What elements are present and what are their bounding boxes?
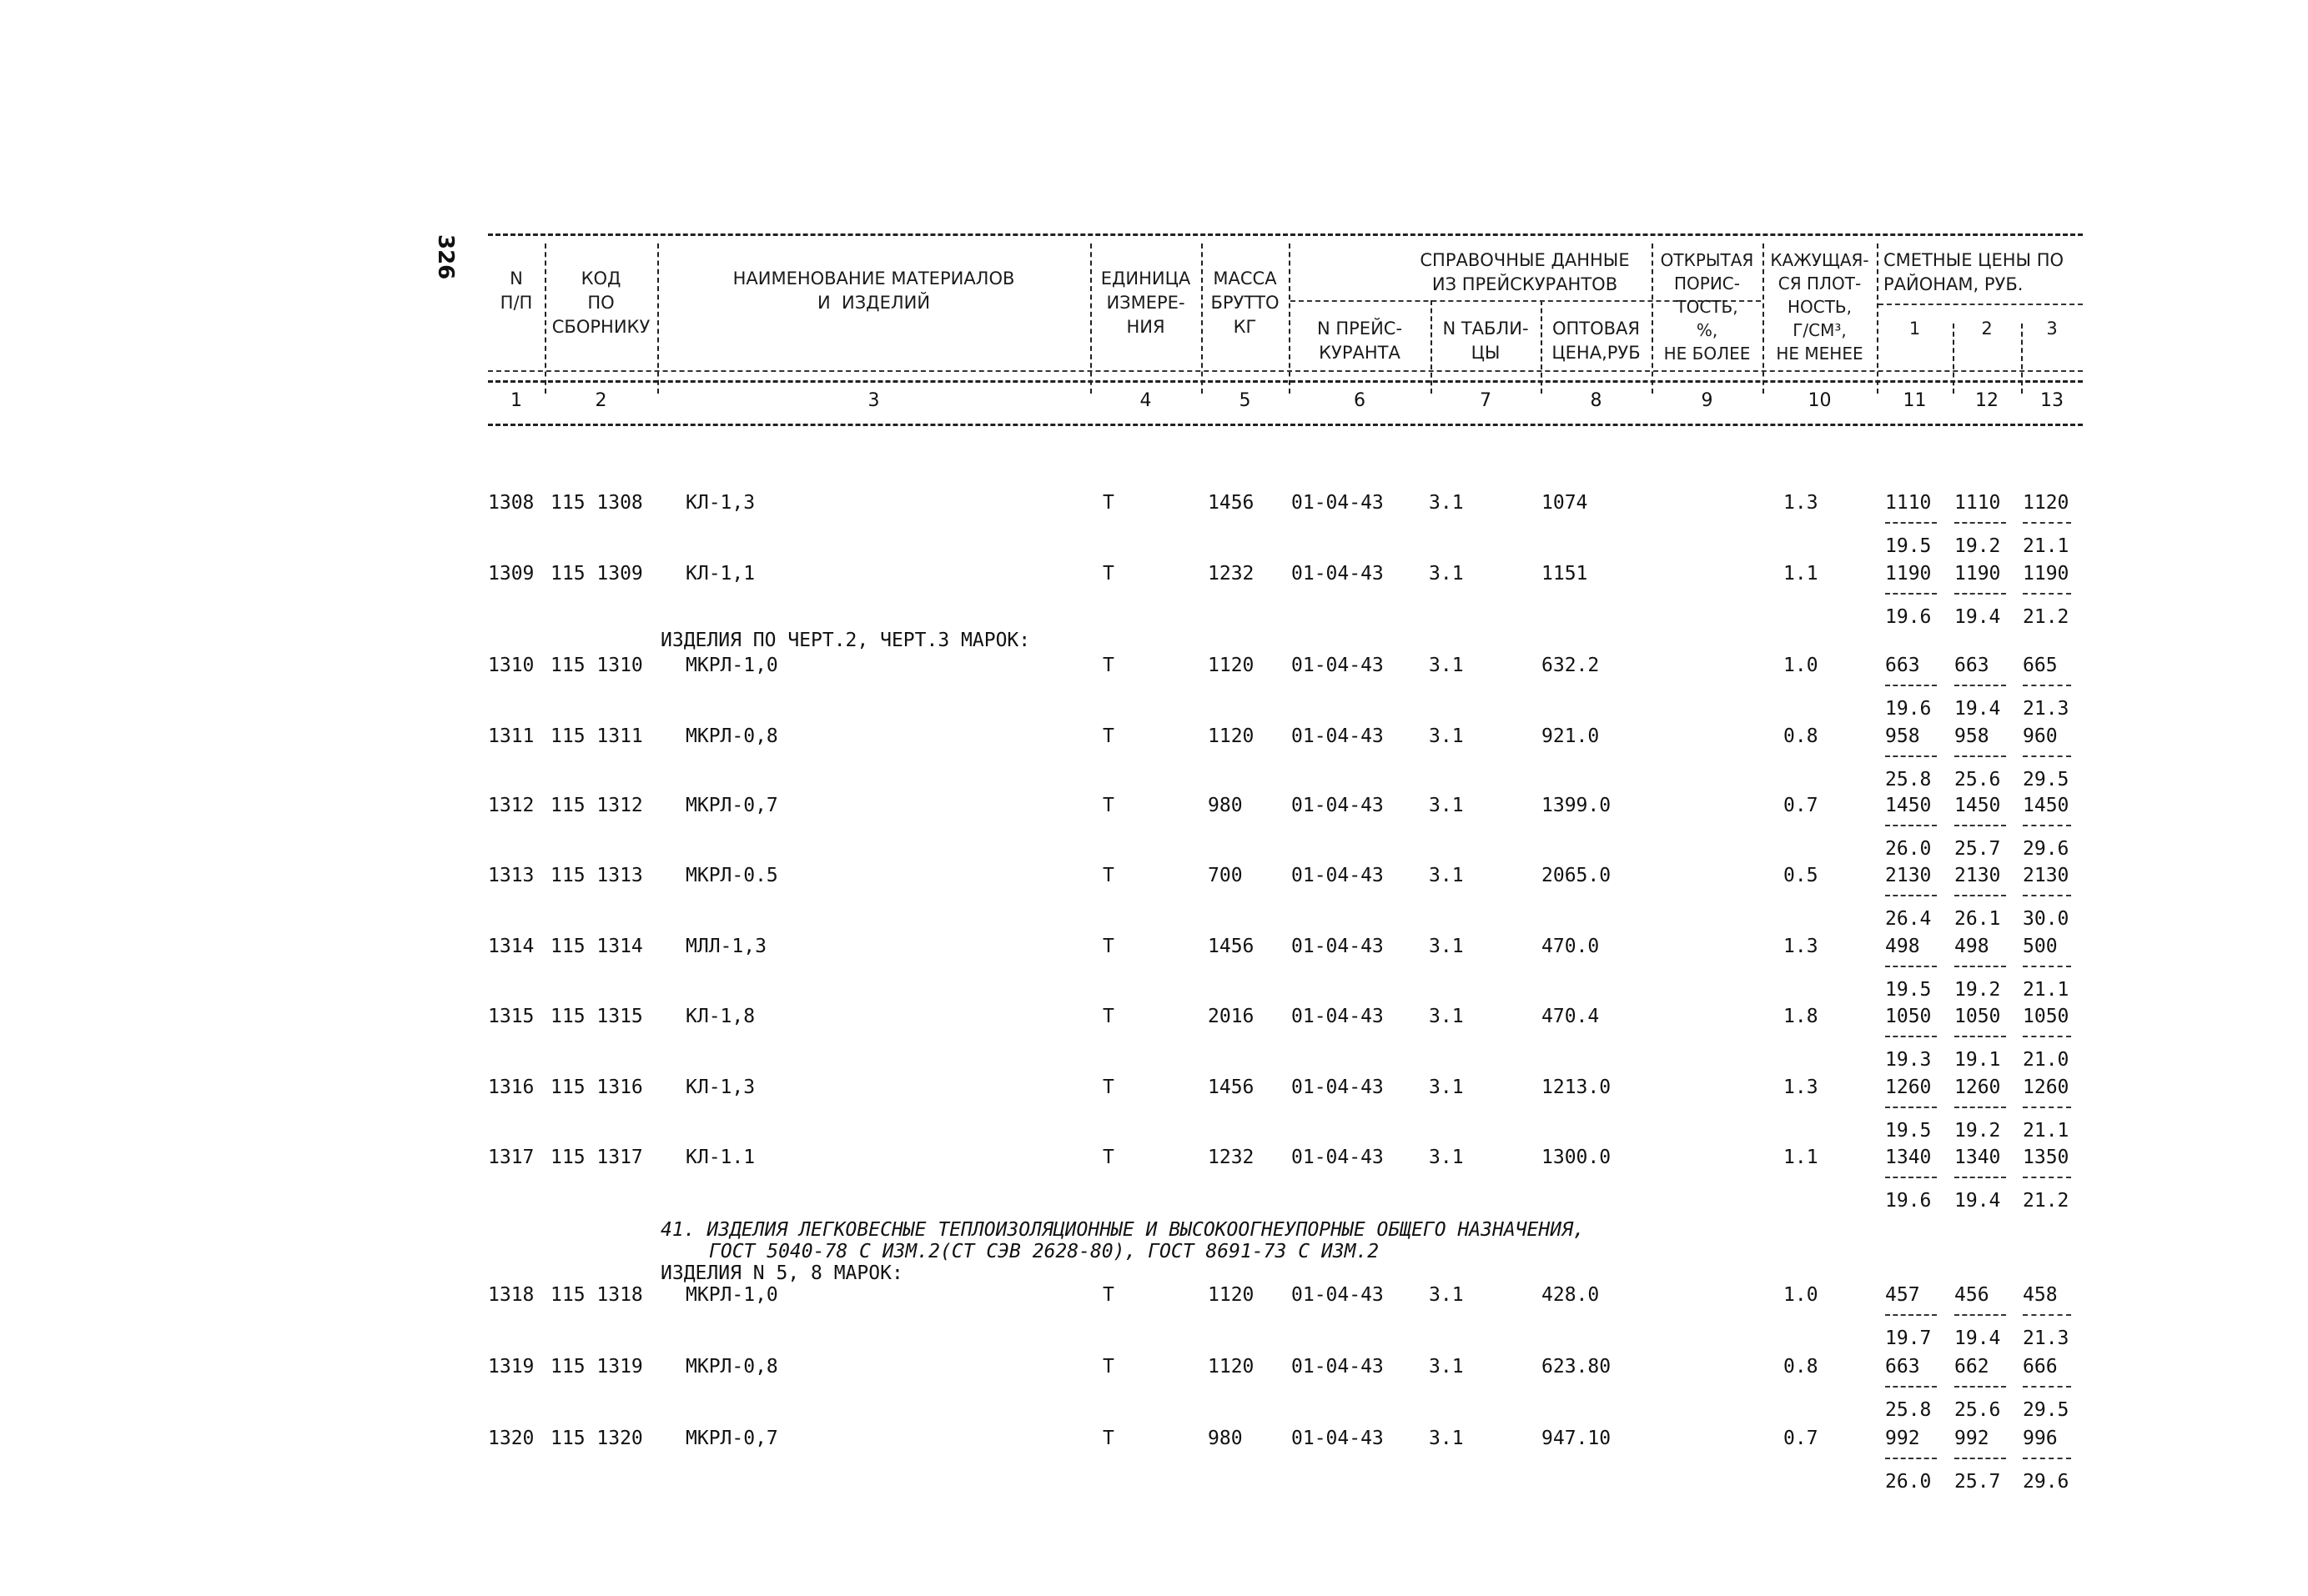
fraction-bar xyxy=(2023,685,2071,686)
region-cost-2: 19.2 xyxy=(1954,535,2001,557)
row-pricelist: 01-04-43 xyxy=(1291,655,1384,676)
fraction-bar xyxy=(2023,755,2071,757)
region-price-2: 992 xyxy=(1954,1428,1989,1449)
region-cost-3: 21.3 xyxy=(2023,1327,2069,1349)
fraction-bar xyxy=(1954,685,2006,686)
fraction-bar xyxy=(1885,895,1937,896)
fraction-bar xyxy=(1885,1036,1937,1037)
row-unit: Т xyxy=(1103,936,1114,957)
region-cost-1: 19.7 xyxy=(1885,1327,1932,1349)
colnum: 10 xyxy=(1808,390,1832,411)
row-density: 0.7 xyxy=(1783,795,1818,816)
row-code: 115 1320 xyxy=(551,1428,643,1449)
region-price-2: 498 xyxy=(1954,936,1989,957)
table-row xyxy=(484,655,2085,688)
fraction-bar xyxy=(1954,1386,2006,1388)
fraction-bar xyxy=(1954,1107,2006,1108)
fraction-bar xyxy=(2023,895,2071,896)
region-price-2: 1260 xyxy=(1954,1077,2001,1098)
row-mass: 1120 xyxy=(1208,725,1255,747)
fraction-bar xyxy=(1954,522,2006,524)
fraction-bar xyxy=(1885,1386,1937,1388)
row-mass: 2016 xyxy=(1208,1006,1255,1027)
fraction-bar xyxy=(1954,1177,2006,1178)
region-cost-3: 21.0 xyxy=(2023,1049,2069,1071)
colnum: 2 xyxy=(595,390,607,411)
region-cost-3: 21.1 xyxy=(2023,535,2069,557)
region-price-1: 457 xyxy=(1885,1284,1920,1306)
row-table: 3.1 xyxy=(1429,1428,1464,1449)
row-density: 1.1 xyxy=(1783,1147,1818,1168)
row-mass: 1120 xyxy=(1208,655,1255,676)
region-price-2: 958 xyxy=(1954,725,1989,747)
section-title-line2: ГОСТ 5040-78 С ИЗМ.2(СТ СЭВ 2628-80), ГОСТ 8691-73 С ИЗМ.2 xyxy=(709,1241,1380,1262)
region-cost-1: 25.8 xyxy=(1885,1399,1932,1421)
region-price-3: 666 xyxy=(2023,1356,2058,1378)
row-table: 3.1 xyxy=(1429,655,1464,676)
fraction-bar xyxy=(1885,825,1937,826)
region-price-2: 663 xyxy=(1954,655,1989,676)
row-number: 1317 xyxy=(488,1147,535,1168)
row-table: 3.1 xyxy=(1429,795,1464,816)
row-price: 1213.0 xyxy=(1541,1077,1612,1098)
fraction-bar xyxy=(1954,1314,2006,1316)
region-price-3: 1120 xyxy=(2023,492,2069,514)
row-mass: 980 xyxy=(1208,1428,1243,1449)
region-cost-1: 19.5 xyxy=(1885,1120,1932,1142)
fraction-bar xyxy=(2023,593,2071,595)
row-unit: Т xyxy=(1103,1006,1114,1027)
row-density: 0.7 xyxy=(1783,1428,1818,1449)
colnum: 3 xyxy=(867,390,880,411)
fraction-bar xyxy=(1885,1458,1937,1459)
row-number: 1313 xyxy=(488,865,535,886)
table-row xyxy=(484,795,2085,828)
subheading-drawings: ИЗДЕЛИЯ ПО ЧЕРТ.2, ЧЕРТ.3 МАРОК: xyxy=(661,630,1031,651)
row-price: 470.0 xyxy=(1541,936,1600,957)
region-cost-2: 19.4 xyxy=(1954,1190,2001,1212)
row-number: 1310 xyxy=(488,655,535,676)
row-name: МКРЛ-1,0 xyxy=(686,1284,778,1306)
row-code: 115 1318 xyxy=(551,1284,643,1306)
row-mass: 1456 xyxy=(1208,1077,1255,1098)
region-cost-2: 25.7 xyxy=(1954,1471,2001,1493)
row-number: 1320 xyxy=(488,1428,535,1449)
region-cost-3: 21.2 xyxy=(2023,1190,2069,1212)
fraction-bar xyxy=(1954,895,2006,896)
region-cost-2: 19.4 xyxy=(1954,1327,2001,1349)
row-unit: Т xyxy=(1103,1284,1114,1306)
region-cost-1: 25.8 xyxy=(1885,769,1932,790)
colnum: 5 xyxy=(1239,390,1251,411)
region-cost-1: 26.4 xyxy=(1885,908,1932,930)
fraction-bar xyxy=(1885,1314,1937,1316)
row-unit: Т xyxy=(1103,1428,1114,1449)
row-mass: 1456 xyxy=(1208,936,1255,957)
row-name: МКРЛ-0,8 xyxy=(686,725,778,747)
region-price-2: 1340 xyxy=(1954,1147,2001,1168)
colnum: 1 xyxy=(510,390,522,411)
row-name: КЛ-1.1 xyxy=(686,1147,756,1168)
region-cost-1: 26.0 xyxy=(1885,838,1932,860)
fraction-bar xyxy=(1885,1107,1937,1108)
row-pricelist: 01-04-43 xyxy=(1291,725,1384,747)
row-pricelist: 01-04-43 xyxy=(1291,865,1384,886)
colnum: 8 xyxy=(1590,390,1602,411)
row-pricelist: 01-04-43 xyxy=(1291,936,1384,957)
region-price-3: 2130 xyxy=(2023,865,2069,886)
row-name: МКРЛ-1,0 xyxy=(686,655,778,676)
row-code: 115 1313 xyxy=(551,865,643,886)
colnum: 9 xyxy=(1701,390,1713,411)
region-cost-2: 19.2 xyxy=(1954,979,2001,1001)
row-name: КЛ-1,1 xyxy=(686,563,756,585)
fraction-bar xyxy=(2023,1386,2071,1388)
subheader-rule xyxy=(488,370,2083,372)
fraction-bar xyxy=(2023,1107,2071,1108)
table-row xyxy=(484,936,2085,969)
header-density: КАЖУЩАЯ- СЯ ПЛОТ- НОСТЬ, Г/СМ³, НЕ МЕНЕЕ xyxy=(1770,250,1869,364)
row-unit: Т xyxy=(1103,725,1114,747)
region-cost-3: 29.5 xyxy=(2023,769,2069,790)
colnum: 4 xyxy=(1139,390,1152,411)
region-price-1: 1110 xyxy=(1885,492,1932,514)
fraction-bar xyxy=(1885,1177,1937,1178)
region-cost-3: 29.6 xyxy=(2023,1471,2069,1493)
row-table: 3.1 xyxy=(1429,865,1464,886)
row-code: 115 1312 xyxy=(551,795,643,816)
row-density: 1.3 xyxy=(1783,936,1818,957)
region-cost-1: 19.6 xyxy=(1885,698,1932,720)
row-pricelist: 01-04-43 xyxy=(1291,1077,1384,1098)
fraction-bar xyxy=(1885,685,1937,686)
region-cost-2: 26.1 xyxy=(1954,908,2001,930)
fraction-bar xyxy=(2023,1036,2071,1037)
region-price-1: 1340 xyxy=(1885,1147,1932,1168)
row-name: МКРЛ-0,7 xyxy=(686,795,778,816)
row-table: 3.1 xyxy=(1429,1077,1464,1098)
region-price-3: 458 xyxy=(2023,1284,2058,1306)
row-pricelist: 01-04-43 xyxy=(1291,1428,1384,1449)
row-mass: 1232 xyxy=(1208,1147,1255,1168)
fraction-bar xyxy=(1954,966,2006,967)
header-pricelist: N ПРЕЙС- КУРАНТА xyxy=(1316,319,1403,363)
row-table: 3.1 xyxy=(1429,563,1464,585)
fraction-bar xyxy=(2023,1314,2071,1316)
header-colnum-rule xyxy=(488,380,2083,383)
row-table: 3.1 xyxy=(1429,936,1464,957)
region-price-1: 663 xyxy=(1885,655,1920,676)
table-row xyxy=(484,563,2085,596)
row-unit: Т xyxy=(1103,1077,1114,1098)
row-density: 1.1 xyxy=(1783,563,1818,585)
row-table: 3.1 xyxy=(1429,1284,1464,1306)
table-header xyxy=(488,233,2083,434)
region-price-2: 456 xyxy=(1954,1284,1989,1306)
row-name: МКРЛ-0.5 xyxy=(686,865,778,886)
region-price-1: 1050 xyxy=(1885,1006,1932,1027)
row-density: 1.0 xyxy=(1783,655,1818,676)
row-pricelist: 01-04-43 xyxy=(1291,1284,1384,1306)
row-code: 115 1309 xyxy=(551,563,643,585)
row-code: 115 1317 xyxy=(551,1147,643,1168)
region-cost-1: 26.0 xyxy=(1885,1471,1932,1493)
table-row xyxy=(484,1284,2085,1317)
region-cost-2: 25.6 xyxy=(1954,769,2001,790)
header-code: КОД ПО СБОРНИКУ xyxy=(551,269,651,337)
row-mass: 700 xyxy=(1208,865,1243,886)
header-bottom-rule xyxy=(488,424,2083,426)
row-mass: 980 xyxy=(1208,795,1243,816)
header-prices-group: СМЕТНЫЕ ЦЕНЫ ПО РАЙОНАМ, РУБ. xyxy=(1883,250,2064,294)
region-cost-2: 19.4 xyxy=(1954,606,2001,628)
row-unit: Т xyxy=(1103,492,1114,514)
row-number: 1319 xyxy=(488,1356,535,1378)
region-price-1: 2130 xyxy=(1885,865,1932,886)
table-row xyxy=(484,1006,2085,1039)
header-region-1: 1 xyxy=(1908,319,1921,339)
region-price-3: 996 xyxy=(2023,1428,2058,1449)
row-code: 115 1316 xyxy=(551,1077,643,1098)
row-price: 1300.0 xyxy=(1541,1147,1612,1168)
table-row xyxy=(484,865,2085,898)
region-cost-1: 19.5 xyxy=(1885,979,1932,1001)
row-price: 1399.0 xyxy=(1541,795,1612,816)
region-cost-1: 19.6 xyxy=(1885,1190,1932,1212)
row-mass: 1232 xyxy=(1208,563,1255,585)
region-cost-2: 25.7 xyxy=(1954,838,2001,860)
region-cost-1: 19.3 xyxy=(1885,1049,1932,1071)
region-price-1: 992 xyxy=(1885,1428,1920,1449)
row-density: 1.3 xyxy=(1783,1077,1818,1098)
region-price-3: 1450 xyxy=(2023,795,2069,816)
row-number: 1315 xyxy=(488,1006,535,1027)
fraction-bar xyxy=(1954,825,2006,826)
row-unit: Т xyxy=(1103,655,1114,676)
region-price-1: 1190 xyxy=(1885,563,1932,585)
page-number xyxy=(430,234,458,284)
table-row xyxy=(484,1147,2085,1180)
region-cost-3: 21.2 xyxy=(2023,606,2069,628)
row-table: 3.1 xyxy=(1429,1006,1464,1027)
region-price-2: 1110 xyxy=(1954,492,2001,514)
row-number: 1316 xyxy=(488,1077,535,1098)
row-density: 1.3 xyxy=(1783,492,1818,514)
row-table: 3.1 xyxy=(1429,492,1464,514)
fraction-bar xyxy=(2023,1177,2071,1178)
fraction-bar xyxy=(2023,522,2071,524)
header-porosity: ОТКРЫТАЯ ПОРИС- ТОСТЬ, %, НЕ БОЛЕЕ xyxy=(1660,250,1754,364)
table-row xyxy=(484,725,2085,759)
colnum: 7 xyxy=(1480,390,1491,411)
region-price-1: 1450 xyxy=(1885,795,1932,816)
subheading-items: ИЗДЕЛИЯ N 5, 8 МАРОК: xyxy=(661,1262,903,1284)
region-price-2: 1450 xyxy=(1954,795,2001,816)
region-price-1: 498 xyxy=(1885,936,1920,957)
region-price-3: 500 xyxy=(2023,936,2058,957)
region-cost-1: 19.6 xyxy=(1885,606,1932,628)
fraction-bar xyxy=(1885,522,1937,524)
row-name: МЛЛ-1,3 xyxy=(686,936,767,957)
region-price-2: 1190 xyxy=(1954,563,2001,585)
row-code: 115 1314 xyxy=(551,936,643,957)
header-region-3: 3 xyxy=(2046,319,2058,339)
region-cost-3: 21.3 xyxy=(2023,698,2069,720)
row-price: 470.4 xyxy=(1541,1006,1600,1027)
region-cost-1: 19.5 xyxy=(1885,535,1932,557)
region-cost-3: 29.5 xyxy=(2023,1399,2069,1421)
table-row xyxy=(484,1356,2085,1389)
fraction-bar xyxy=(1885,755,1937,757)
row-mass: 1456 xyxy=(1208,492,1255,514)
row-density: 0.8 xyxy=(1783,1356,1818,1378)
row-price: 947.10 xyxy=(1541,1428,1612,1449)
region-cost-3: 30.0 xyxy=(2023,908,2069,930)
row-number: 1311 xyxy=(488,725,535,747)
fraction-bar xyxy=(1954,593,2006,595)
colnum: 12 xyxy=(1975,390,1999,411)
row-number: 1314 xyxy=(488,936,535,957)
region-cost-3: 29.6 xyxy=(2023,838,2069,860)
region-cost-2: 19.1 xyxy=(1954,1049,2001,1071)
fraction-bar xyxy=(1954,755,2006,757)
header-price: ОПТОВАЯ ЦЕНА,РУБ xyxy=(1551,319,1641,363)
row-code: 115 1315 xyxy=(551,1006,643,1027)
region-price-2: 2130 xyxy=(1954,865,2001,886)
row-unit: Т xyxy=(1103,795,1114,816)
region-price-1: 958 xyxy=(1885,725,1920,747)
row-code: 115 1319 xyxy=(551,1356,643,1378)
row-table: 3.1 xyxy=(1429,1356,1464,1378)
header-unit: ЕДИНИЦА ИЗМЕРЕ- НИЯ xyxy=(1100,269,1191,337)
region-price-3: 1050 xyxy=(2023,1006,2069,1027)
page-number-text: 326 xyxy=(433,234,458,280)
colnum: 6 xyxy=(1354,390,1365,411)
header-table: N ТАБЛИ- ЦЫ xyxy=(1442,319,1529,363)
colnum: 11 xyxy=(1903,390,1927,411)
row-unit: Т xyxy=(1103,563,1114,585)
region-cost-2: 19.4 xyxy=(1954,698,2001,720)
row-code: 115 1311 xyxy=(551,725,643,747)
region-price-3: 1260 xyxy=(2023,1077,2069,1098)
row-number: 1308 xyxy=(488,492,535,514)
row-pricelist: 01-04-43 xyxy=(1291,1006,1384,1027)
region-price-2: 662 xyxy=(1954,1356,1989,1378)
table-row xyxy=(484,1077,2085,1110)
table-row xyxy=(484,1428,2085,1461)
table-row xyxy=(484,492,2085,525)
region-price-3: 1350 xyxy=(2023,1147,2069,1168)
row-number: 1312 xyxy=(488,795,535,816)
region-price-3: 960 xyxy=(2023,725,2058,747)
region-cost-3: 21.1 xyxy=(2023,1120,2069,1142)
row-density: 0.5 xyxy=(1783,865,1818,886)
row-name: КЛ-1,8 xyxy=(686,1006,756,1027)
row-unit: Т xyxy=(1103,1356,1114,1378)
row-pricelist: 01-04-43 xyxy=(1291,795,1384,816)
row-price: 921.0 xyxy=(1541,725,1600,747)
region-price-1: 1260 xyxy=(1885,1077,1932,1098)
region-cost-2: 25.6 xyxy=(1954,1399,2001,1421)
header-name: НАИМЕНОВАНИЕ МАТЕРИАЛОВ И ИЗДЕЛИЙ xyxy=(732,269,1015,313)
fraction-bar xyxy=(2023,825,2071,826)
header-top-rule xyxy=(488,233,2083,236)
fraction-bar xyxy=(1885,593,1937,595)
region-cost-2: 19.2 xyxy=(1954,1120,2001,1142)
header-region-2: 2 xyxy=(1981,319,1993,339)
row-pricelist: 01-04-43 xyxy=(1291,1147,1384,1168)
row-name: КЛ-1,3 xyxy=(686,1077,756,1098)
row-mass: 1120 xyxy=(1208,1356,1255,1378)
row-unit: Т xyxy=(1103,865,1114,886)
row-number: 1309 xyxy=(488,563,535,585)
region-price-3: 665 xyxy=(2023,655,2058,676)
row-number: 1318 xyxy=(488,1284,535,1306)
row-name: МКРЛ-0,7 xyxy=(686,1428,778,1449)
fraction-bar xyxy=(1885,966,1937,967)
row-price: 1151 xyxy=(1541,563,1588,585)
row-price: 632.2 xyxy=(1541,655,1600,676)
row-pricelist: 01-04-43 xyxy=(1291,1356,1384,1378)
row-code: 115 1308 xyxy=(551,492,643,514)
row-name: МКРЛ-0,8 xyxy=(686,1356,778,1378)
region-price-1: 663 xyxy=(1885,1356,1920,1378)
fraction-bar xyxy=(2023,1458,2071,1459)
row-table: 3.1 xyxy=(1429,1147,1464,1168)
header-ref-group: СПРАВОЧНЫЕ ДАННЫЕ ИЗ ПРЕЙСКУРАНТОВ xyxy=(1420,250,1630,294)
region-cost-3: 21.1 xyxy=(2023,979,2069,1001)
row-price: 428.0 xyxy=(1541,1284,1600,1306)
row-price: 2065.0 xyxy=(1541,865,1612,886)
header-n: N П/П xyxy=(500,269,533,313)
row-pricelist: 01-04-43 xyxy=(1291,492,1384,514)
row-mass: 1120 xyxy=(1208,1284,1255,1306)
fraction-bar xyxy=(2023,966,2071,967)
row-density: 0.8 xyxy=(1783,725,1818,747)
group-rule xyxy=(1878,304,2083,305)
fraction-bar xyxy=(1954,1458,2006,1459)
row-table: 3.1 xyxy=(1429,725,1464,747)
colnum: 13 xyxy=(2040,390,2064,411)
region-price-2: 1050 xyxy=(1954,1006,2001,1027)
fraction-bar xyxy=(1954,1036,2006,1037)
row-price: 1074 xyxy=(1541,492,1588,514)
header-mass: МАССА БРУТТО КГ xyxy=(1210,269,1280,337)
row-price: 623.80 xyxy=(1541,1356,1612,1378)
row-pricelist: 01-04-43 xyxy=(1291,563,1384,585)
section-title-line1: 41. ИЗДЕЛИЯ ЛЕГКОВЕСНЫЕ ТЕПЛОИЗОЛЯЦИОННЫЕ И ВЫСОКООГНЕУПОРНЫЕ ОБЩЕГО НАЗНАЧЕНИЯ, xyxy=(661,1219,1585,1241)
region-price-3: 1190 xyxy=(2023,563,2069,585)
row-unit: Т xyxy=(1103,1147,1114,1168)
row-name: КЛ-1,3 xyxy=(686,492,756,514)
row-code: 115 1310 xyxy=(551,655,643,676)
row-density: 1.0 xyxy=(1783,1284,1818,1306)
row-density: 1.8 xyxy=(1783,1006,1818,1027)
